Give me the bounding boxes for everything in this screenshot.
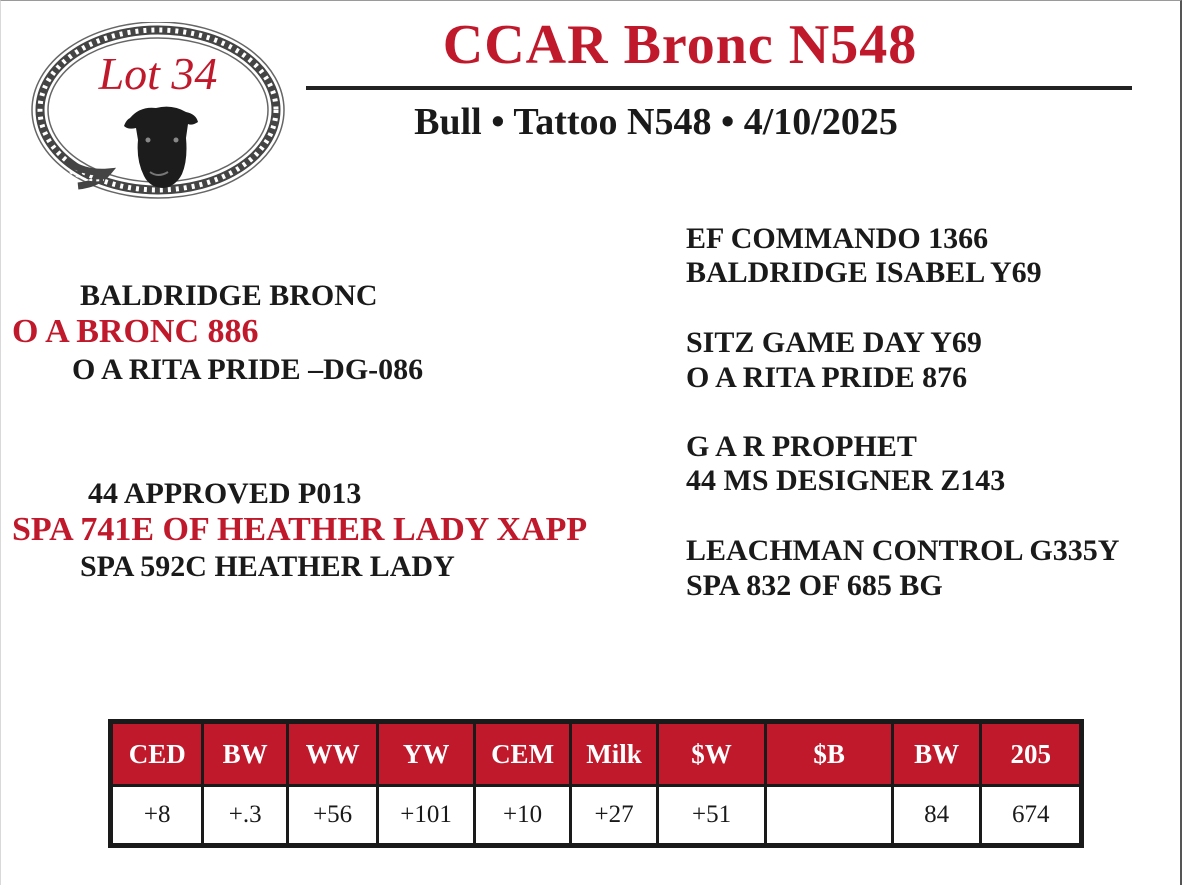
lot-logo	[30, 22, 286, 202]
sire-name: O A BRONC 886	[12, 313, 259, 350]
grandparent-5: G A R PROPHET	[686, 430, 917, 463]
epd-value-w-index: +51	[657, 786, 766, 846]
grandparent-3: SITZ GAME DAY Y69	[686, 326, 982, 359]
epd-value-yw: +101	[378, 786, 474, 846]
epd-table	[108, 719, 1084, 848]
epd-header-row	[111, 722, 1082, 786]
grandparent-8: SPA 832 OF 685 BG	[686, 569, 943, 602]
epd-header-205: 205	[981, 722, 1082, 786]
epd-value-cem: +10	[474, 786, 570, 846]
epd-header-w-index: $W	[657, 722, 766, 786]
epd-header-actual-bw: BW	[892, 722, 980, 786]
grandparent-4: O A RITA PRIDE 876	[686, 361, 968, 394]
sire-of-sire: BALDRIDGE BRONC	[80, 279, 378, 312]
epd-value-ww: +56	[287, 786, 377, 846]
lot-number: Lot 34	[98, 48, 218, 99]
sire-of-dam: 44 APPROVED P013	[88, 477, 362, 510]
grandparent-6: 44 MS DESIGNER Z143	[686, 464, 1006, 497]
grandparent-7: LEACHMAN CONTROL G335Y	[686, 534, 1120, 567]
epd-value-bw: +.3	[203, 786, 287, 846]
grandparent-2: BALDRIDGE ISABEL Y69	[686, 256, 1042, 289]
title-divider	[306, 86, 1132, 90]
epd-value-205: 674	[981, 786, 1082, 846]
dam-of-sire: O A RITA PRIDE –DG-086	[72, 353, 424, 386]
epd-header-bw: BW	[203, 722, 287, 786]
grandparent-1: EF COMMANDO 1366	[686, 222, 989, 255]
bull-head-icon	[124, 107, 198, 188]
epd-header-ww: WW	[287, 722, 377, 786]
lot-subtitle: Bull • Tattoo N548 • 4/10/2025	[414, 101, 898, 143]
epd-header-b-index: $B	[766, 722, 893, 786]
epd-header-yw: YW	[378, 722, 474, 786]
epd-header-milk: Milk	[571, 722, 657, 786]
epd-value-milk: +27	[571, 786, 657, 846]
epd-header-cem: CEM	[474, 722, 570, 786]
page-title: CCAR Bronc N548	[442, 14, 918, 76]
dam-name: SPA 741E OF HEATHER LADY XAPP	[12, 511, 588, 548]
epd-value-ced: +8	[111, 786, 203, 846]
epd-header-ced: CED	[111, 722, 203, 786]
epd-value-actual-bw: 84	[892, 786, 980, 846]
dam-of-dam: SPA 592C HEATHER LADY	[80, 550, 455, 583]
epd-value-b-index	[766, 786, 893, 846]
epd-value-row	[111, 786, 1082, 846]
